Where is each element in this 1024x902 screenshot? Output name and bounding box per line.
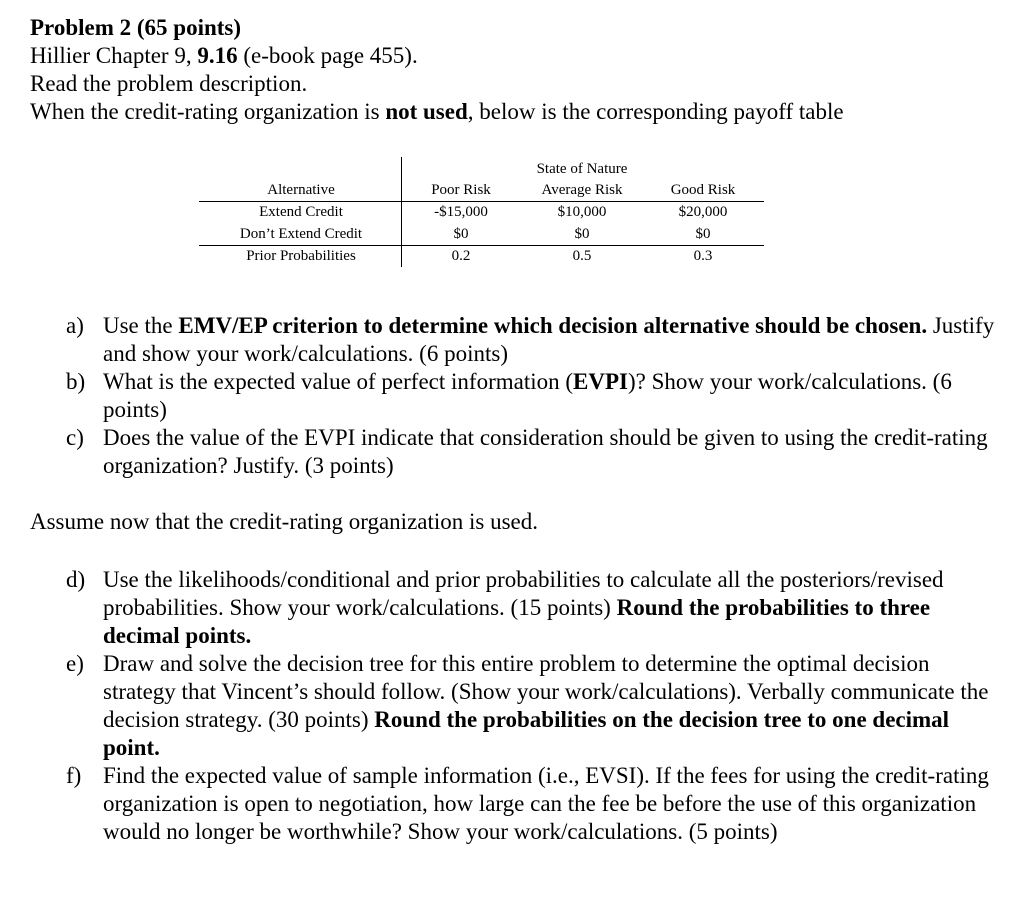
question-text-segment: What is the expected value of perfect information ( bbox=[103, 369, 574, 394]
question-f bbox=[66, 762, 996, 846]
question-text-bold: Round the probabilities to three decimal points. bbox=[103, 595, 931, 648]
question-letter: b) bbox=[66, 369, 86, 394]
cell-dont-extend-average: $0 bbox=[574, 226, 590, 242]
questions-part-2 bbox=[66, 566, 996, 846]
question-letter: e) bbox=[66, 651, 84, 676]
header-rule bbox=[199, 201, 764, 202]
questions-part-1 bbox=[66, 312, 996, 480]
question-letter: f) bbox=[66, 763, 82, 788]
question-c bbox=[66, 424, 996, 480]
question-text-segment: Find the expected value of sample information (i.e., EVSI). If the fees for using the credit-rating organization is open to negotiation, how large can the fee be before the use of this organization would no longer be worthwhile? Show your work/calculations. (5 points) bbox=[103, 763, 989, 844]
prior-poor: 0.2 bbox=[451, 248, 471, 264]
probability-rule bbox=[199, 245, 764, 246]
column-header-average-risk: Average Risk bbox=[541, 182, 623, 198]
question-letter: d) bbox=[66, 567, 86, 592]
question-a bbox=[66, 312, 996, 368]
question-text-bold: EMV/EP criterion to determine which decision alternative should be chosen. bbox=[178, 313, 928, 338]
intro-prefix: When the credit-rating organization is bbox=[30, 99, 386, 124]
row-label-prior-probabilities: Prior Probabilities bbox=[246, 248, 356, 264]
question-letter: a) bbox=[66, 313, 84, 338]
question-text-segment: Use the likelihoods/conditional and prior probabilities to calculate all the posteriors/revised probabilities. Show your work/calculations. (15 points) bbox=[103, 567, 944, 620]
question-text-segment: Use the bbox=[103, 313, 179, 338]
question-text bbox=[103, 369, 952, 422]
row-label-dont-extend-credit: Don’t Extend Credit bbox=[239, 226, 363, 242]
reference-prefix: Hillier Chapter 9, bbox=[30, 43, 198, 68]
cell-extend-average: $10,000 bbox=[557, 204, 607, 220]
column-header-alternative: Alternative bbox=[267, 182, 335, 198]
reference-suffix: (e-book page 455). bbox=[237, 43, 418, 68]
column-header-poor-risk: Poor Risk bbox=[431, 182, 491, 198]
prior-good: 0.3 bbox=[693, 248, 713, 264]
column-header-good-risk: Good Risk bbox=[670, 182, 736, 198]
question-text bbox=[103, 313, 994, 366]
question-b bbox=[66, 368, 996, 424]
question-text-segment: Draw and solve the decision tree for this entire problem to determine the optimal decision strategy that Vincent’s should follow. (Show your work/calculations). Verbally communicate the decision strategy. (30 points) bbox=[103, 651, 989, 732]
question-letter: c) bbox=[66, 425, 84, 450]
cell-extend-poor: -$15,000 bbox=[434, 204, 488, 220]
question-e bbox=[66, 650, 996, 762]
question-text bbox=[103, 567, 944, 648]
cell-dont-extend-poor: $0 bbox=[453, 226, 469, 242]
cell-dont-extend-good: $0 bbox=[695, 226, 711, 242]
question-text-segment: )? Show your work/calculations. (6 points) bbox=[103, 369, 952, 422]
question-text-bold: Round the probabilities on the decision tree to one decimal point. bbox=[103, 707, 950, 760]
read-instruction: Read the problem description. bbox=[30, 71, 308, 96]
row-label-extend-credit: Extend Credit bbox=[259, 204, 343, 220]
state-of-nature-header: State of Nature bbox=[536, 161, 628, 177]
question-text bbox=[103, 651, 988, 760]
intro-suffix: , below is the corresponding payoff table bbox=[467, 99, 844, 124]
question-text bbox=[103, 763, 989, 844]
question-text-segment: Does the value of the EVPI indicate that consideration should be given to using the credit-rating organization? Justify. (3 points) bbox=[103, 425, 988, 478]
problem-title: Problem 2 (65 points) bbox=[30, 15, 242, 40]
question-text-bold: EVPI bbox=[573, 369, 628, 394]
question-text-segment: Justify and show your work/calculations. (6 points) bbox=[103, 313, 995, 366]
payoff-table bbox=[0, 0, 1024, 300]
assume-statement: Assume now that the credit-rating organization is used. bbox=[30, 509, 539, 534]
cell-extend-good: $20,000 bbox=[678, 204, 728, 220]
prior-average: 0.5 bbox=[572, 248, 592, 264]
intro-emphasis: not used bbox=[385, 99, 468, 124]
reference-problem-number: 9.16 bbox=[197, 43, 238, 68]
question-text bbox=[103, 425, 988, 478]
question-d bbox=[66, 566, 996, 650]
column-divider bbox=[401, 157, 402, 267]
